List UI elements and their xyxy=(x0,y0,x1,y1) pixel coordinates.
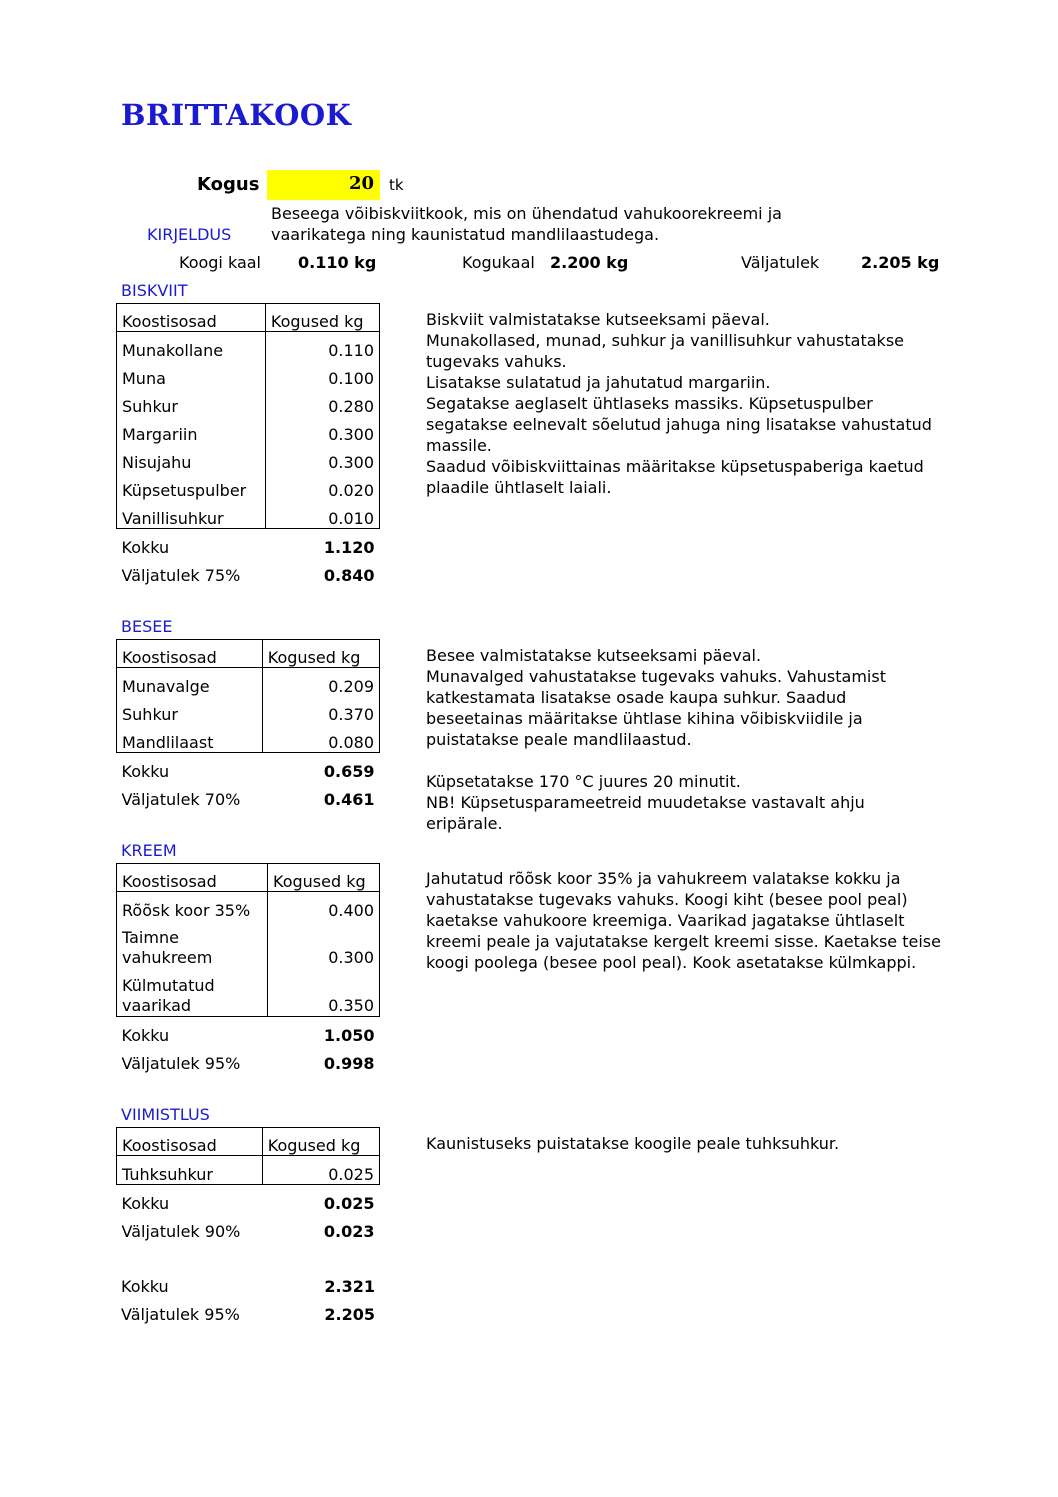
total-row xyxy=(117,1185,380,1214)
method-paragraph: Küpsetatakse 170 °C juures 20 minutit. xyxy=(426,772,741,791)
total-label: Kokku xyxy=(121,762,170,781)
ingredient-name: Margariin xyxy=(117,416,266,444)
grand-total-label: Kokku xyxy=(121,1277,169,1296)
grand-total-table xyxy=(116,1268,380,1324)
method-paragraph: Lisatakse sulatatud ja jahutatud margariin. xyxy=(426,373,771,392)
method-paragraph: Munavalged vahustatakse tugevaks vahuks. Vahustamist katkestamata lisatakse osade kaupa suhkur. Saadud beseetainas määritakse ühtlase kihina võibiskviidile ja puistatakse peale mandlilaastud. xyxy=(426,667,886,749)
total-value: 0.025 xyxy=(323,1194,375,1213)
table-header-row xyxy=(117,864,380,892)
method-paragraph: Jahutatud rõõsk koor 35% ja vahukreem valatakse kokku ja vahustatakse tugevaks vahuks. Koogi kiht (besee pool peal) kaetakse vahukoore kreemiga. Vaarikad jagatakse ühtlaselt kreemi peale ja vajutatakse kergelt kreemi sisse. Kaetakse teise koogi poolega (besee pool peal). Kook asetatakse külmkappi. xyxy=(426,869,941,972)
ingredients-table-viimistlus xyxy=(116,1127,380,1241)
ingredients-table-kreem xyxy=(116,863,380,1073)
grand-total-value: 2.321 xyxy=(324,1277,375,1296)
yield-row xyxy=(117,781,380,809)
ingredient-amount: 0.010 xyxy=(265,500,379,529)
cake-weight-label: Koogi kaal xyxy=(179,253,261,272)
yield-label: Väljatulek 70% xyxy=(121,790,241,809)
table-header-row xyxy=(117,640,380,668)
total-weight-value: 2.200 kg xyxy=(550,253,629,272)
ingredient-name: Nisujahu xyxy=(117,444,266,472)
header-amount: Kogused kg xyxy=(265,304,379,332)
quantity-input[interactable] xyxy=(267,170,380,200)
total-value: 0.659 xyxy=(323,762,375,781)
yield-value: 2.205 kg xyxy=(861,253,940,272)
table-row xyxy=(117,968,380,1017)
ingredient-name: Vanillisuhkur xyxy=(117,500,266,529)
method-paragraph: NB! Küpsetusparameetreid muudetakse vastavalt ahju eripärale. xyxy=(426,793,865,833)
yield-row xyxy=(117,1213,380,1241)
method-viimistlus xyxy=(426,1133,946,1154)
ingredient-amount: 0.280 xyxy=(265,388,379,416)
ingredient-name: Suhkur xyxy=(117,388,266,416)
method-kreem xyxy=(426,868,946,973)
total-label: Kokku xyxy=(121,1194,170,1213)
method-besee xyxy=(426,645,946,834)
yield-label: Väljatulek xyxy=(741,253,820,272)
table-row xyxy=(117,920,380,968)
quantity-value: 20 xyxy=(348,173,374,194)
ingredient-amount: 0.100 xyxy=(265,360,379,388)
method-paragraph: Kaunistuseks puistatakse koogile peale tuhksuhkur. xyxy=(426,1134,840,1153)
total-row xyxy=(117,753,380,782)
total-label: Kokku xyxy=(121,538,170,557)
method-paragraph: Biskviit valmistatakse kutseeksami päeval. xyxy=(426,310,770,329)
table-row xyxy=(117,696,380,724)
yield-value: 0.840 xyxy=(323,566,375,585)
header-amount: Kogused kg xyxy=(262,1128,379,1156)
yield-row xyxy=(117,1045,380,1073)
yield-label: Väljatulek 75% xyxy=(121,566,241,585)
header-ingredient: Koostisosad xyxy=(117,640,263,668)
ingredient-amount: 0.300 xyxy=(265,416,379,444)
ingredient-amount: 0.400 xyxy=(268,892,380,921)
total-row xyxy=(117,529,380,558)
total-label: Kokku xyxy=(121,1026,170,1045)
ingredient-name: Taimne vahukreem xyxy=(117,920,268,968)
header-amount: Kogused kg xyxy=(262,640,379,668)
table-header-row xyxy=(117,1128,380,1156)
yield-value: 0.461 xyxy=(323,790,375,809)
ingredient-name: Külmutatud vaarikad xyxy=(117,968,268,1017)
table-row xyxy=(117,388,380,416)
yield-value: 0.998 xyxy=(323,1054,375,1073)
grand-total-row xyxy=(116,1268,380,1296)
method-biskviit xyxy=(426,309,946,498)
table-row xyxy=(117,668,380,697)
grand-yield-value: 2.205 xyxy=(324,1305,375,1324)
ingredient-name: Küpsetuspulber xyxy=(117,472,266,500)
method-paragraph: Segatakse aeglaselt ühtlaseks massiks. Küpsetuspulber segatakse eelnevalt sõelutud jahuga ning lisatakse vahustatud massile. xyxy=(426,394,932,455)
ingredient-name: Suhkur xyxy=(117,696,263,724)
table-row xyxy=(117,1156,380,1185)
ingredient-amount: 0.209 xyxy=(262,668,379,697)
quantity-unit: tk xyxy=(389,176,404,194)
table-row xyxy=(117,472,380,500)
ingredient-name: Tuhksuhkur xyxy=(117,1156,263,1185)
method-paragraph: Munakollased, munad, suhkur ja vanillisuhkur vahustatakse tugevaks vahuks. xyxy=(426,331,904,371)
grand-yield-row xyxy=(116,1296,380,1324)
ingredient-name: Muna xyxy=(117,360,266,388)
yield-label: Väljatulek 95% xyxy=(121,1054,241,1073)
ingredient-name: Munavalge xyxy=(117,668,263,697)
total-value: 1.120 xyxy=(323,538,375,557)
page-title: BRITTAKOOK xyxy=(121,98,352,132)
header-ingredient: Koostisosad xyxy=(117,304,266,332)
header-amount: Kogused kg xyxy=(268,864,380,892)
yield-label: Väljatulek 90% xyxy=(121,1222,241,1241)
table-row xyxy=(117,724,380,753)
description-text: Beseega võibiskviitkook, mis on ühendatud vahukoorekreemi ja vaarikatega ning kaunistatud mandlilaastudega. xyxy=(271,204,782,244)
yield-value: 0.023 xyxy=(323,1222,375,1241)
total-value: 1.050 xyxy=(323,1026,375,1045)
table-row xyxy=(117,444,380,472)
cake-weight-value: 0.110 kg xyxy=(298,253,377,272)
table-row xyxy=(117,892,380,921)
ingredient-amount: 0.020 xyxy=(265,472,379,500)
ingredient-amount: 0.080 xyxy=(262,724,379,753)
grand-yield-label: Väljatulek 95% xyxy=(121,1305,240,1324)
section-title-biskviit: BISKVIIT xyxy=(121,281,188,300)
table-row xyxy=(117,416,380,444)
total-weight-label: Kogukaal xyxy=(462,253,535,272)
section-title-viimistlus: VIIMISTLUS xyxy=(121,1105,210,1124)
ingredient-name: Mandlilaast xyxy=(117,724,263,753)
ingredient-amount: 0.300 xyxy=(268,920,380,968)
ingredient-amount: 0.110 xyxy=(265,332,379,361)
table-row xyxy=(117,332,380,361)
total-row xyxy=(117,1017,380,1046)
ingredient-amount: 0.370 xyxy=(262,696,379,724)
table-row xyxy=(117,360,380,388)
yield-row xyxy=(117,557,380,585)
ingredient-name: Rõõsk koor 35% xyxy=(117,892,268,921)
ingredient-amount: 0.300 xyxy=(265,444,379,472)
method-paragraph: Saadud võibiskviittainas määritakse küpsetuspaberiga kaetud plaadile ühtlaselt laiali. xyxy=(426,457,924,497)
quantity-label: Kogus xyxy=(197,174,260,195)
ingredient-amount: 0.350 xyxy=(268,968,380,1017)
description-label: KIRJELDUS xyxy=(147,225,232,244)
ingredients-table-besee xyxy=(116,639,380,809)
ingredients-table-biskviit xyxy=(116,303,380,585)
header-ingredient: Koostisosad xyxy=(117,1128,263,1156)
method-paragraph: Besee valmistatakse kutseeksami päeval. xyxy=(426,646,762,665)
section-title-kreem: KREEM xyxy=(121,841,177,860)
ingredient-amount: 0.025 xyxy=(262,1156,379,1185)
table-row xyxy=(117,500,380,529)
table-header-row xyxy=(117,304,380,332)
header-ingredient: Koostisosad xyxy=(117,864,268,892)
section-title-besee: BESEE xyxy=(121,617,173,636)
ingredient-name: Munakollane xyxy=(117,332,266,361)
